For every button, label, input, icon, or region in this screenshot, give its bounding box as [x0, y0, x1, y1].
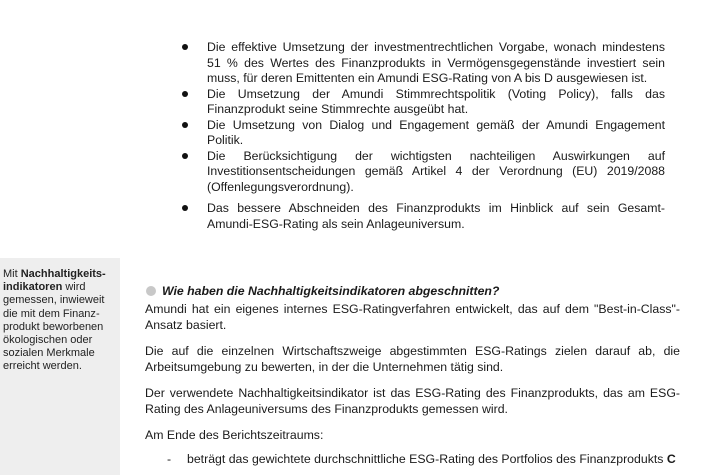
- grey-bullet-icon: [146, 286, 156, 296]
- sidebar-prefix: Mit: [3, 268, 21, 280]
- definition-sidebar: [0, 258, 120, 475]
- sidebar-rest: wird gemessen, inwieweit die mit dem Finanzprodukt beworbenen ökologischen oder sozialen Merkmale erreicht werden.: [3, 281, 105, 373]
- sidebar-term: Nachhaltigkeitsindikatoren: [3, 268, 106, 294]
- bullet-dot-icon: [182, 122, 188, 128]
- dash-text: beträgt das gewichtete durchschnittliche ESG-Rating des Portfolios des Finanzprodukts: [187, 452, 667, 466]
- paragraph: Die auf die einzelnen Wirtschaftszweige abgestimmten ESG-Ratings zielen darauf ab, die Arbeitsumgebung zu bewerten, in der die Unternehmen tätig sind.: [145, 344, 680, 374]
- bullet-text: Die Berücksichtigung der wichtigsten nachteiligen Auswirkungen auf Investitionsentscheidungen gemäß Artikel 4 der Verordnung (EU) 2019/2088 (Offenlegungsverordnung).: [207, 148, 665, 194]
- bullet-text: Die Umsetzung der Amundi Stimmrechtspolitik (Voting Policy), falls das Finanzprodukt seine Stimmrechte ausgeübt hat.: [207, 86, 665, 116]
- bullet-text: Die Umsetzung von Dialog und Engagement gemäß der Amundi Engagement Politik.: [207, 117, 665, 147]
- bullet-item: [180, 201, 665, 232]
- dash-marker: -: [167, 452, 172, 466]
- paragraph: Amundi hat ein eigenes internes ESG-Ratingverfahren entwickelt, das auf dem "Best-in-Class"-Ansatz basiert.: [145, 302, 680, 332]
- paragraph: Der verwendete Nachhaltigkeitsindikator ist das ESG-Rating des Finanzprodukts, das am ESG-Rating des Anlageuniversums des Finanzprodukts gemessen wird.: [145, 386, 680, 416]
- main-section: [145, 283, 680, 467]
- bullet-item: [180, 87, 665, 118]
- bullet-dot-icon: [182, 153, 188, 159]
- dash-list-item: [145, 451, 680, 467]
- question-text: Wie haben die Nachhaltigkeitsindikatoren abgeschnitten?: [162, 284, 500, 298]
- bullet-item: [180, 149, 665, 196]
- bullet-list: [180, 40, 665, 232]
- paragraph: Am Ende des Berichtszeitraums:: [145, 428, 324, 442]
- dash-text-bold: C: [666, 452, 676, 466]
- bullet-item: [180, 118, 665, 149]
- bullet-text: Die effektive Umsetzung der investmentrechtlichen Vorgabe, wonach mindestens 51 % des Wertes des Finanzprodukts in Vermögensgegenstände investiert sein muss, für deren Emittenten ein Amundi ESG-Rating von A bis D ausgewiesen ist.: [207, 40, 665, 85]
- sidebar-definition: [3, 268, 115, 374]
- section-question: [145, 283, 680, 299]
- bullet-dot-icon: [182, 44, 188, 50]
- bullet-dot-icon: [182, 205, 188, 211]
- bullet-text: Das bessere Abschneiden des Finanzprodukts im Hinblick auf sein Gesamt-Amundi-ESG-Rating als sein Anlageuniversum.: [207, 201, 665, 231]
- bullet-dot-icon: [182, 91, 188, 97]
- bullet-item: [180, 40, 665, 87]
